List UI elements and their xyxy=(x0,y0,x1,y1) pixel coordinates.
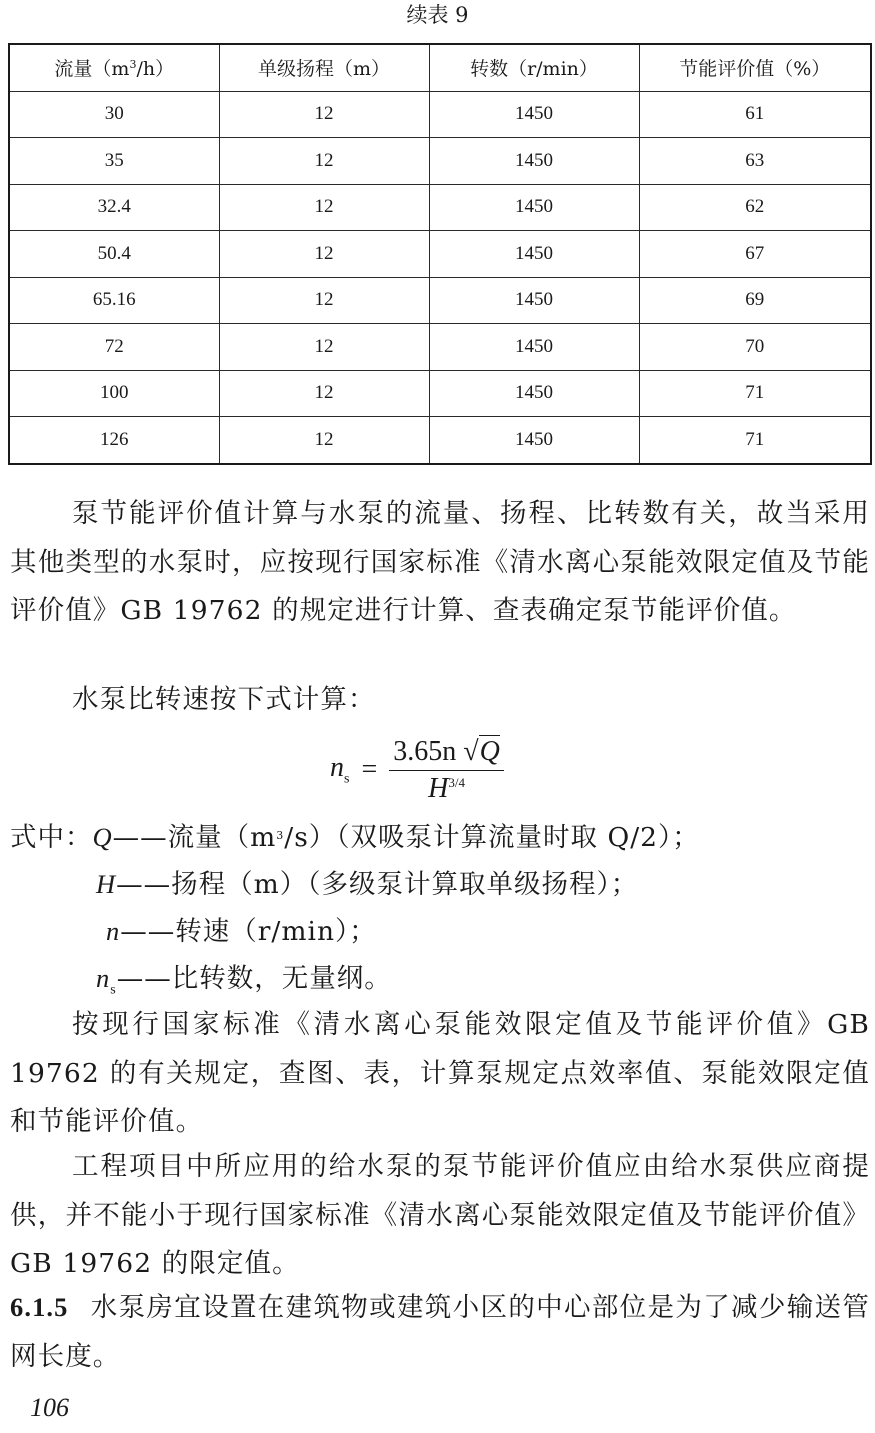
cell-speed: 1450 xyxy=(429,277,639,324)
cell-head: 12 xyxy=(219,231,429,278)
formula-denominator: $H^{3/4}$ xyxy=(428,772,465,804)
definition-ns: $n_s——$比转数，无量纲。 xyxy=(96,963,392,998)
specific-speed-formula xyxy=(330,735,504,805)
definition-h: H——扬程（m）（多级泵计算取单级扬程）； xyxy=(96,869,639,900)
section-6-1-5 xyxy=(10,1283,870,1381)
cell-flow: 126 xyxy=(9,417,219,464)
cell-efficiency: 70 xyxy=(639,324,871,371)
cell-head: 12 xyxy=(219,91,429,138)
table-row xyxy=(9,417,871,464)
formula-fraction xyxy=(389,736,504,805)
cell-efficiency: 62 xyxy=(639,184,871,231)
pump-data-table xyxy=(8,43,872,465)
table-row xyxy=(9,91,871,138)
table-caption: 续表 9 xyxy=(406,3,469,27)
page-number: 106 xyxy=(30,1393,69,1422)
definition-q: 式中：Q——流量$(m^3/s)$（双吸泵计算流量时取 Q/2）； xyxy=(10,822,700,853)
table-row xyxy=(9,277,871,324)
table-row xyxy=(9,138,871,185)
cell-speed: 1450 xyxy=(429,231,639,278)
cell-efficiency: 63 xyxy=(639,138,871,185)
table-row xyxy=(9,324,871,371)
cell-speed: 1450 xyxy=(429,370,639,417)
cell-speed: 1450 xyxy=(429,324,639,371)
cell-speed: 1450 xyxy=(429,138,639,185)
section-number: 6.1.5 xyxy=(10,1292,69,1322)
table-row xyxy=(9,184,871,231)
header-flow: 流量$(m^3/h)$ xyxy=(9,44,219,91)
cell-efficiency: 61 xyxy=(639,91,871,138)
cell-head: 12 xyxy=(219,417,429,464)
cell-efficiency: 69 xyxy=(639,277,871,324)
paragraph-supplier-requirement: 工程项目中所应用的给水泵的泵节能评价值应由给水泵供应商提供，并不能小于现行国家标准《清水离心泵能效限定值及节能评价值》GB 19762 的限定值。 xyxy=(10,1151,870,1279)
paragraph-calculation-basis: 泵节能评价值计算与水泵的流量、扬程、比转数有关，故当采用其他类型的水泵时，应按现行国家标准《清水离心泵能效限定值及节能评价值》GB 19762 的规定进行计算、查表确定泵节能评价值。 xyxy=(10,498,870,626)
header-speed: 转数（r/min） xyxy=(429,44,639,91)
formula-equals: = xyxy=(361,754,378,785)
definition-n: n——转速（r/min）； xyxy=(106,916,377,947)
cell-efficiency: 67 xyxy=(639,231,871,278)
header-efficiency: 节能评价值（%） xyxy=(639,44,871,91)
section-text: 水泵房宜设置在建筑物或建筑小区的中心部位是为了减少输送管网长度。 xyxy=(10,1292,870,1372)
paragraph-standard-reference: 按现行国家标准《清水离心泵能效限定值及节能评价值》GB 19762 的有关规定，查图、表，计算泵规定点效率值、泵能效限定值和节能评价值。 xyxy=(10,1009,870,1137)
paragraph-formula-intro: 水泵比转速按下式计算： xyxy=(72,684,376,715)
cell-head: 12 xyxy=(219,184,429,231)
cell-speed: 1450 xyxy=(429,184,639,231)
cell-head: 12 xyxy=(219,370,429,417)
cell-head: 12 xyxy=(219,277,429,324)
cell-head: 12 xyxy=(219,138,429,185)
cell-efficiency: 71 xyxy=(639,370,871,417)
table-row xyxy=(9,231,871,278)
cell-flow: 35 xyxy=(9,138,219,185)
cell-flow: 30 xyxy=(9,91,219,138)
cell-head: 12 xyxy=(219,324,429,371)
formula-lhs: $n_s$ xyxy=(330,752,350,787)
cell-flow: 72 xyxy=(9,324,219,371)
cell-speed: 1450 xyxy=(429,91,639,138)
sqrt-icon: √ xyxy=(463,735,479,767)
cell-flow: 32.4 xyxy=(9,184,219,231)
table-row xyxy=(9,370,871,417)
cell-flow: 50.4 xyxy=(9,231,219,278)
cell-flow: 100 xyxy=(9,370,219,417)
cell-efficiency: 71 xyxy=(639,417,871,464)
cell-flow: 65.16 xyxy=(9,277,219,324)
formula-numerator: 3.65n √Q xyxy=(389,736,504,771)
cell-speed: 1450 xyxy=(429,417,639,464)
table-header-row xyxy=(9,44,871,91)
header-head: 单级扬程（m） xyxy=(219,44,429,91)
